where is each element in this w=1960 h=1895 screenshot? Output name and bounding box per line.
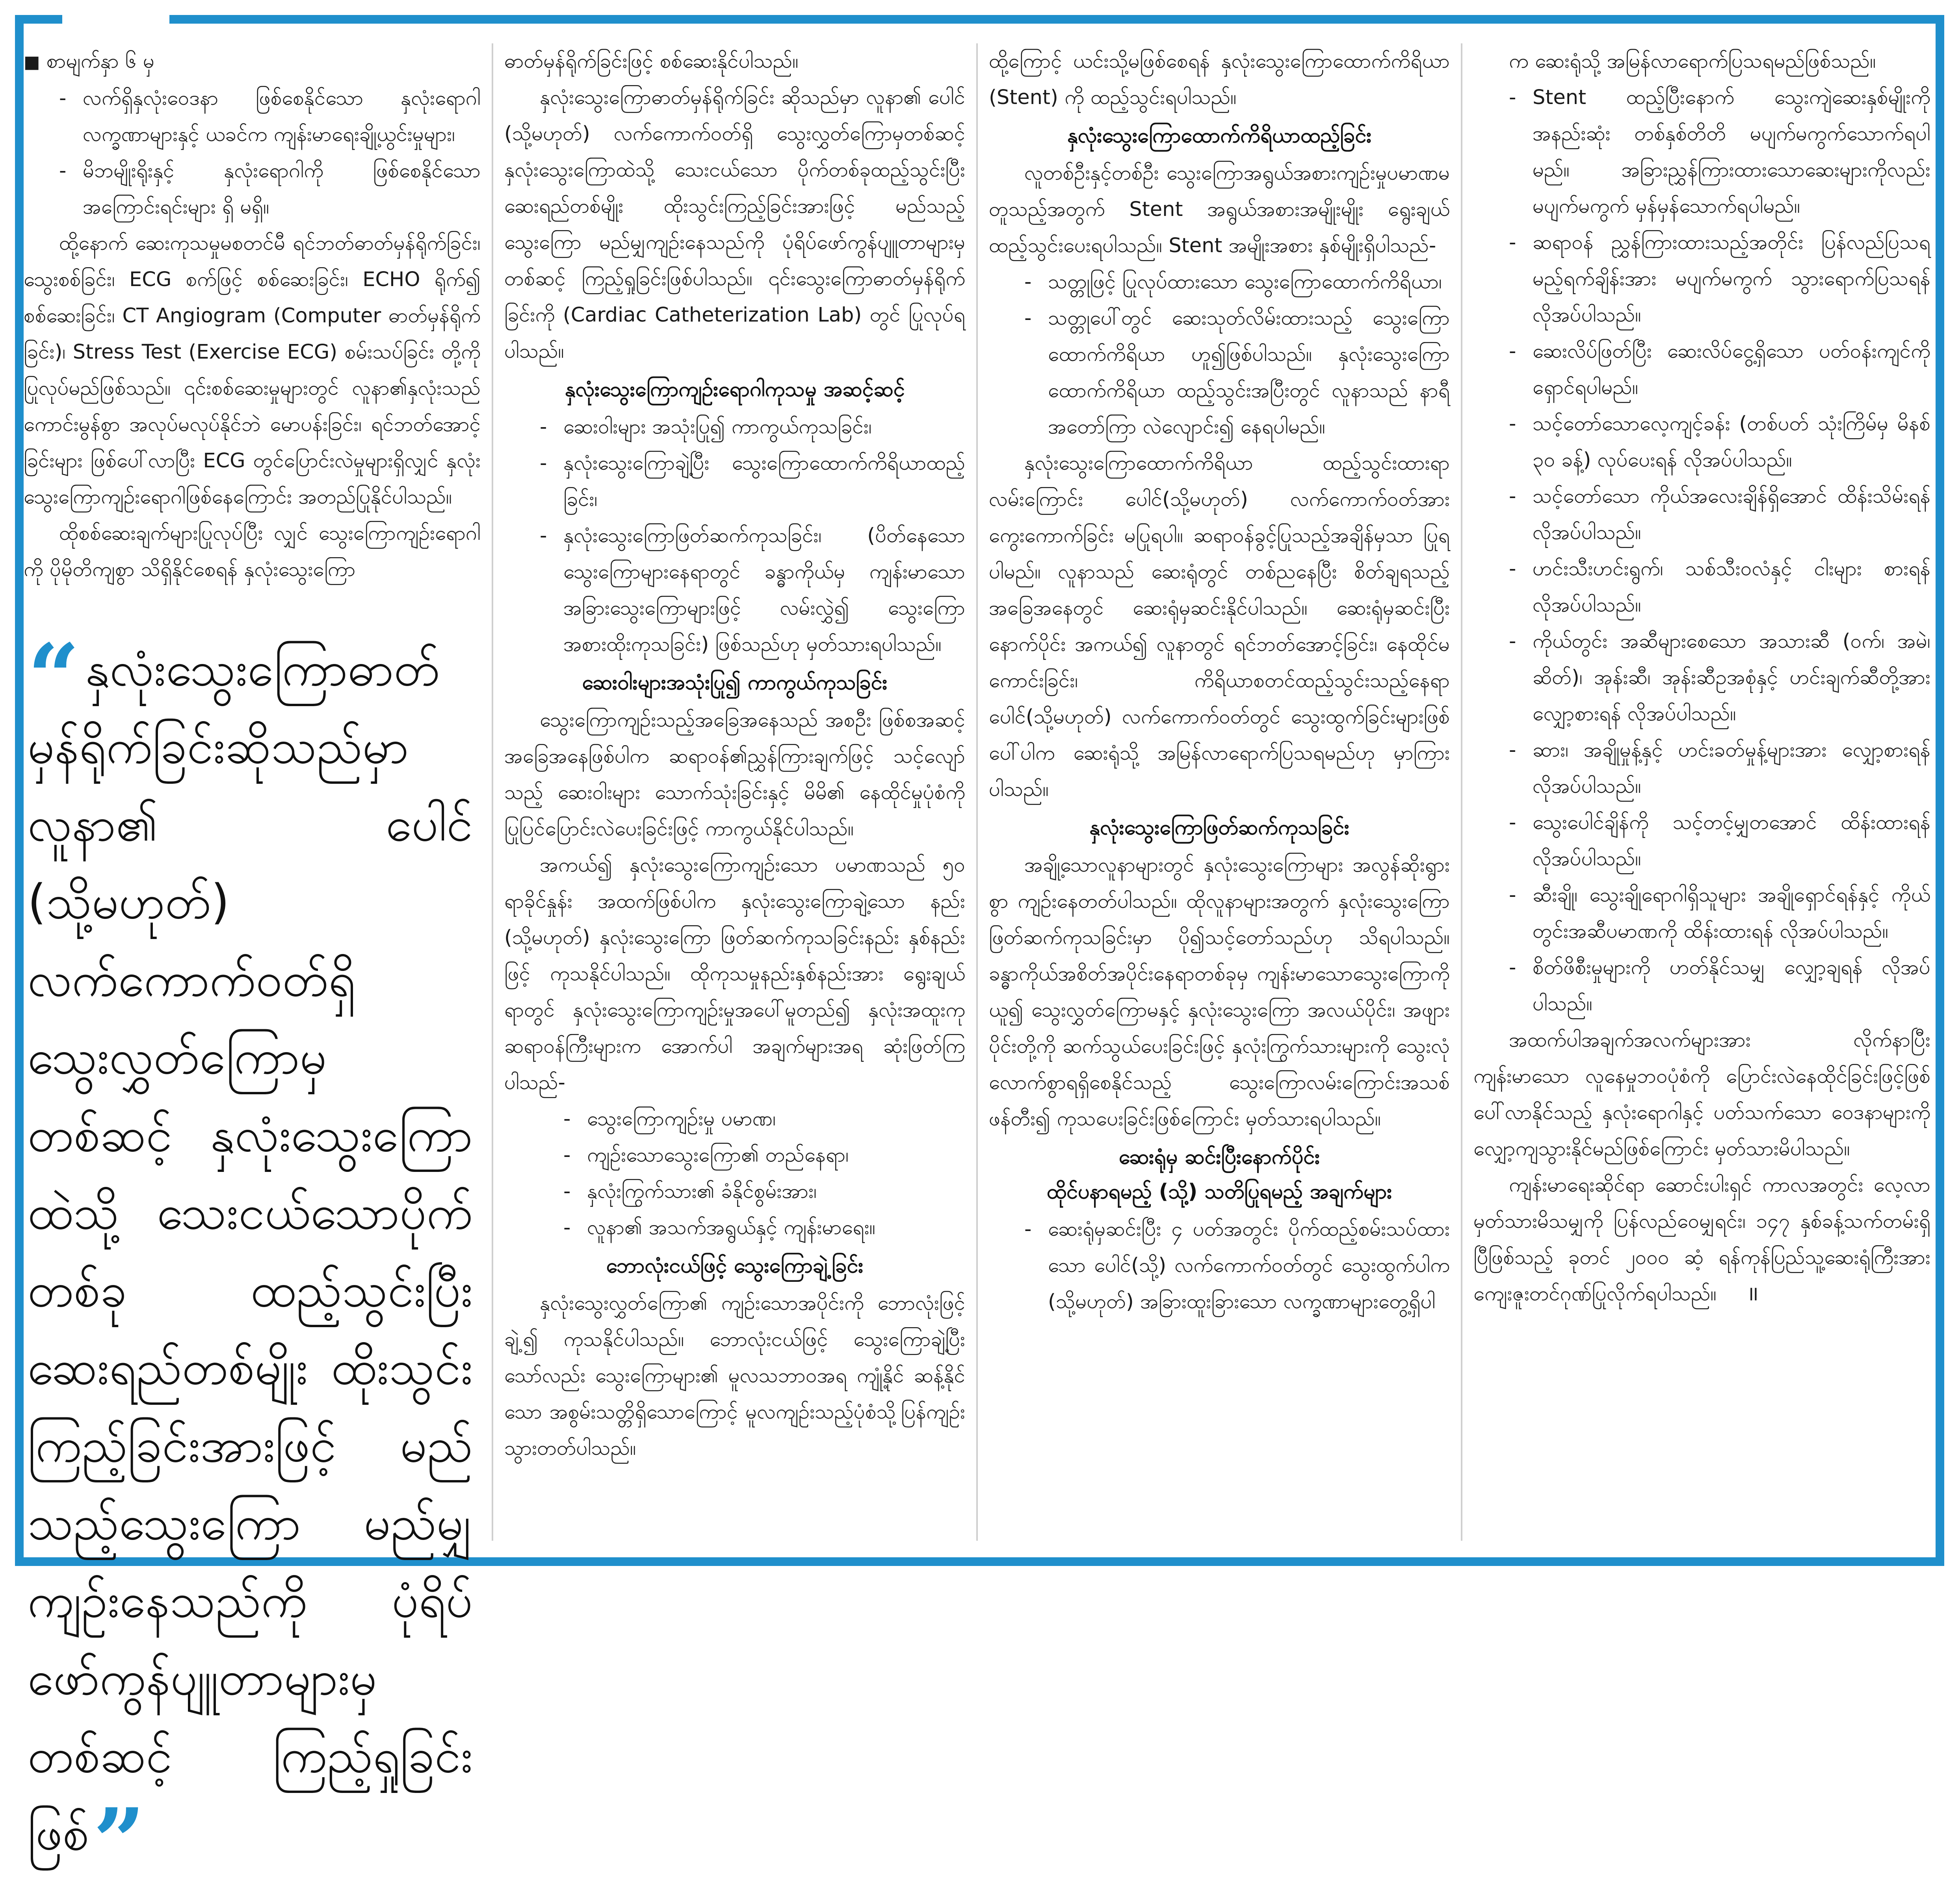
list-item: - သွေးပေါင်ချိန်ကို သင့်တင့်မျှတအောင် ထိန်းထားရန် လိုအပ်ပါသည်။: [1473, 805, 1930, 877]
body-paragraph: နှလုံးသွေးကြောထောက်ကိရိယာ ထည့်သွင်းထားရာလမ်းကြောင်း ပေါင်(သို့မဟုတ်) လက်ကောက်ဝတ်အား ကွေးကောက်ခြင်း မပြုရပါ။ ဆရာဝန်ခွင့်ပြုသည့်အချိန်မှသာ ပြုရပါမည်။ လူနာသည် ဆေးရုံတွင် တစ်ညနေပြီး စိတ်ချရသည့်အခြေအနေတွင် ဆေးရုံမှဆင်းနိုင်ပါသည်။ ဆေးရုံမှဆင်းပြီးနောက်ပိုင်း အကယ်၍ လူနာတွင် ရင်ဘတ်အောင့်ခြင်း၊ နေထိုင်မကောင်းခြင်း၊ ကိရိယာစတင်ထည့်သွင်းသည့်နေရာ ပေါင်(သို့မဟုတ်) လက်ကောက်ဝတ်တွင် သွေးထွက်ခြင်းများဖြစ်ပေါ်ပါက ဆေးရုံသို့ အမြန်လာရောက်ပြသရမည်ဟု မှာကြားပါသည်။: [989, 452, 1450, 801]
discharge-list: [989, 1211, 1450, 1320]
list-item: - သတ္တုပေါ်တွင် ဆေးသုတ်လိမ်းထားသည့် သွေးကြောထောက်ကိရိယာ ဟူ၍ဖြစ်ပါသည်။ နှလုံးသွေးကြောထောက်ကိရိယာ ထည့်သွင်းအပြီးတွင် လူနာသည် နာရီအတော်ကြာ လဲလျောင်း၍ နေရပါမည်။: [989, 300, 1450, 445]
section-subheading: ထိုင်ပနာရမည့် (သို့) သတိပြုရမည့် အချက်များ: [1046, 1180, 1392, 1203]
section-heading: ဆေးဝါးများအသုံးပြု၍ ကာကွယ်ကုသခြင်း: [582, 671, 888, 694]
stent-types-list: [989, 264, 1450, 445]
body-paragraph: ထို့နောက် ဆေးကုသမှုမစတင်မီ ရင်ဘတ်ဓာတ်မှန်ရိုက်ခြင်း၊ သွေးစစ်ခြင်း၊ ECG စက်ဖြင့် စစ်ဆေးခြင်း၊ ECHO ရိုက်၍ စစ်ဆေးခြင်း၊ CT Angiogram (Computer ဓာတ်မှန်ရိုက်ခြင်း)၊ Stress Test (Exercise ECG) စမ်းသပ်ခြင်း တို့ကို ပြုလုပ်မည်ဖြစ်သည်။ ၎င်းစစ်ဆေးမှုများတွင် လူနာ၏နှလုံးသည် ကောင်းမွန်စွာ အလုပ်မလုပ်နိုင်ဘဲ မောပန်းခြင်း၊ ရင်ဘတ်အောင့်ခြင်းများ ဖြစ်ပေါ်လာပြီး ECG တွင်ပြောင်းလဲမှုများရှိလျှင် နှလုံးသွေးကြောကျဉ်းရောဂါဖြစ်နေကြောင်း အတည်ပြုနိုင်ပါသည်။: [24, 232, 481, 509]
history-list: [24, 80, 481, 225]
list-item: - နှလုံးသွေးကြောဖြတ်ဆက်ကုသခြင်း၊ (ပိတ်နေသော သွေးကြောများနေရာတွင် ခန္ဓာကိုယ်မှ ကျန်းမာသော အခြားသွေးကြောများဖြင့် လမ်းလွှဲ၍ သွေးကြောအစားထိုးကုသခြင်း) ဖြစ်သည်ဟု မှတ်သားရပါသည်။: [504, 518, 965, 663]
body-paragraph: နှလုံးသွေးလွှတ်ကြော၏ ကျဉ်းသောအပိုင်းကို ဘောလုံးဖြင့်ချဲ့၍ ကုသနိုင်ပါသည်။ ဘောလုံးငယ်ဖြင့် သွေးကြောချဲ့ပြီးသော်လည်း သွေးကြောများ၏ မူလသဘာဝအရ ကျုံ့နိုင် ဆန့်နိုင်သော အစွမ်းသတ္တိရှိသောကြောင့် မူလကျဉ်းသည့်ပုံစံသို့ပြန်ကျဉ်းသွားတတ်ပါသည်။: [504, 1292, 965, 1460]
section-heading: နှလုံးသွေးကြောဖြတ်ဆက်ကုသခြင်း: [1089, 816, 1350, 839]
continued-label: စာမျက်နှာ ၆ မှ: [46, 50, 155, 73]
list-item: - သင့်တော်သော ကိုယ်အလေးချိန်ရှိအောင် ထိန်းသိမ်းရန် လိုအပ်ပါသည်။: [1473, 478, 1930, 551]
treatment-steps-list: [504, 409, 965, 663]
column-divider: [976, 43, 978, 1541]
open-quote-icon: “: [28, 624, 80, 731]
list-item: - ဆေးရုံမှဆင်းပြီး ၄ ပတ်အတွင်း ပိုက်ထည့်စမ်းသပ်ထားသော ပေါင်(သို့) လက်ကောက်ဝတ်တွင် သွေးထွက်ပါက (သို့မဟုတ်) အခြားထူးခြားသော လက္ခဏာများတွေ့ရှိပါ: [989, 1211, 1450, 1320]
pull-quote: [28, 624, 473, 1895]
aftercare-list: [1473, 80, 1930, 1022]
list-item: - ဆေးဝါးများ အသုံးပြု၍ ကာကွယ်ကုသခြင်း၊: [504, 409, 965, 445]
body-paragraph: သွေးကြောကျဉ်းသည့်အခြေအနေသည် အစဦး ဖြစ်စအဆင့် အခြေအနေဖြစ်ပါက ဆရာဝန်၏ညွှန်ကြားချက်ဖြင့် သင့်လျော်သည့် ဆေးဝါးများ သောက်သုံးခြင်းနှင့် မိမိ၏ နေထိုင်မှုပုံစံကို ပြုပြင်ပြောင်းလဲပေးခြင်းဖြင့် ကာကွယ်နိုင်ပါသည်။: [504, 709, 965, 841]
list-item: - သွေးကြောကျဉ်းမှု ပမာဏ၊: [504, 1101, 965, 1137]
body-paragraph: ဓာတ်မှန်ရိုက်ခြင်းဖြင့် စစ်ဆေးနိုင်ပါသည်။: [504, 50, 799, 73]
list-item: - လက်ရှိနှလုံးဝေဒနာ ဖြစ်စေနိုင်သော နှလုံးရောဂါလက္ခဏာများနှင့် ယခင်က ကျန်းမာရေးချို့ယွင်းမှုများ၊: [24, 80, 481, 153]
list-item: - Stent ထည့်ပြီးနောက် သွေးကျဲဆေးနှစ်မျိုးကို အနည်းဆုံး တစ်နှစ်တိတိ မပျက်မကွက်သောက်ရပါမည်။ အခြားညွှန်ကြားထားသောဆေးများကိုလည်း မပျက်မကွက် မှန်မှန်သောက်ရပါမည်။: [1473, 80, 1930, 225]
list-item: - မိဘမျိုးရိုးနှင့် နှလုံးရောဂါကို ဖြစ်စေနိုင်သော အကြောင်းရင်းများ ရှိ မရှိ။: [24, 153, 481, 225]
body-paragraph: အထက်ပါအချက်အလက်များအား လိုက်နာပြီး ကျန်းမာသော လူနေမှုဘဝပုံစံကို ပြောင်းလဲနေထိုင်ခြင်းဖြင့်ဖြစ်ပေါ်လာနိုင်သည့် နှလုံးရောဂါနှင့် ပတ်သက်သော ဝေဒနာများကို လျှော့ကျသွားနိုင်မည်ဖြစ်ကြောင်း မှတ်သားမိပါသည်။: [1473, 1028, 1930, 1160]
body-paragraph: ထို့ကြောင့် ယင်းသို့မဖြစ်စေရန် နှလုံးသွေးကြောထောက်ကိရိယာ (Stent) ကို ထည့်သွင်းရပါသည်။: [989, 50, 1450, 109]
section-heading: ဆေးရုံမှ ဆင်းပြီးနောက်ပိုင်း: [1118, 1145, 1320, 1169]
list-item: - ကျဉ်းသောသွေးကြော၏ တည်နေရာ၊: [504, 1137, 965, 1173]
body-paragraph: ထိုစစ်ဆေးချက်များပြုလုပ်ပြီး လျှင် သွေးကြောကျဉ်းရောဂါကို ပိုမိုတိကျစွာ သိရှိနိုင်စေရန် နှလုံးသွေးကြော: [24, 522, 481, 581]
body-paragraph: [1473, 1167, 1930, 1312]
continued-marker-icon: ■: [24, 52, 40, 72]
list-item: - နှလုံးကြွက်သား၏ ခံနိုင်စွမ်းအား၊: [504, 1173, 965, 1210]
body-paragraph: အကယ်၍ နှလုံးသွေးကြောကျဉ်းသော ပမာဏသည် ၅၀ ရာခိုင်နှုန်း အထက်ဖြစ်ပါက နှလုံးသွေးကြောချဲ့သော နည်း (သို့မဟုတ်) နှလုံးသွေးကြော ဖြတ်ဆက်ကုသခြင်းနည်း နှစ်နည်းဖြင့် ကုသနိုင်ပါသည်။ ထိုကုသမှုနည်းနှစ်နည်းအား ရွေးချယ်ရာတွင် နှလုံးသွေးကြောကျဉ်းမှုအပေါ်မူတည်၍ နှလုံးအထူးကုဆရာဝန်ကြီးများက အောက်ပါ အချက်များအရ ဆုံးဖြတ်ကြပါသည်-: [504, 854, 965, 1094]
column-divider: [1461, 43, 1462, 1541]
section-heading: နှလုံးသွေးကြောထောက်ကိရိယာထည့်ခြင်း: [1067, 124, 1372, 147]
section-heading: ဘောလုံးငယ်ဖြင့် သွေးကြောချဲ့ခြင်း: [606, 1254, 864, 1278]
list-item: - နှလုံးသွေးကြောချဲ့ပြီး သွေးကြောထောက်ကိရိယာထည့်ခြင်း၊: [504, 445, 965, 518]
article-column-3: [989, 43, 1450, 1320]
decision-factors-list: [504, 1101, 965, 1246]
body-paragraph: နှလုံးသွေးကြောဓာတ်မှန်ရိုက်ခြင်း ဆိုသည်မှာ လူနာ၏ ပေါင် (သို့မဟုတ်) လက်ကောက်ဝတ်ရှိ သွေးလွှတ်ကြောမှတစ်ဆင့် နှလုံးသွေးကြောထဲသို့ သေးငယ်သော ပိုက်တစ်ခုထည့်သွင်းပြီး ဆေးရည်တစ်မျိုး ထိုးသွင်းကြည့်ခြင်းအားဖြင့် မည်သည့်သွေးကြော မည်မျှကျဉ်းနေသည်ကို ပုံရိပ်ဖော်ကွန်ပျူတာများမှတစ်ဆင့် ကြည့်ရှုခြင်းဖြစ်ပါသည်။ ၎င်းသွေးကြောဓာတ်မှန်ရိုက်ခြင်းကို (Cardiac Catheterization Lab) တွင် ပြုလုပ်ရပါသည်။: [504, 86, 965, 363]
list-item: - စိတ်ဖိစီးမှုများကို ဟတ်နိုင်သမျှ လျှော့ချရန် လိုအပ်ပါသည်။: [1473, 950, 1930, 1022]
close-quote-icon: ”: [93, 1789, 145, 1895]
list-item: - ကိုယ်တွင်း အဆီများစေသော အသားဆီ (ဝက်၊ အမဲ၊ ဆိတ်)၊ အုန်းဆီ၊ အုန်းဆီဥအစုံနှင့် ဟင်းချက်ဆီတို့အား လျှော့စားရန် လိုအပ်ပါသည်။: [1473, 623, 1930, 732]
continued-from: [24, 43, 481, 80]
section-heading: နှလုံးသွေးကြောကျဉ်းရောဂါကုသမှု အဆင့်ဆင့်: [565, 378, 905, 401]
article-column-1: [24, 43, 481, 588]
pull-quote-text: နှလုံးသွေးကြောဓာတ်မှန်ရိုက်ခြင်းဆိုသည်မှာ လူနာ၏ ပေါင် (သို့မဟုတ်) လက်ကောက်ဝတ်ရှိ သွေးလွှတ်ကြောမှ တစ်ဆင့် နှလုံးသွေးကြောထဲသို့ သေးငယ်သောပိုက်တစ်ခု ထည့်သွင်းပြီး ဆေးရည်တစ်မျိုး ထိုးသွင်းကြည့်ခြင်းအားဖြင့် မည်သည့်သွေးကြော မည်မျှကျဉ်းနေသည်ကို ပုံရိပ်ဖော်ကွန်ပျူတာများမှတစ်ဆင့် ကြည့်ရှုခြင်းဖြစ်: [28, 642, 473, 1861]
list-item: - ဆေးလိပ်ဖြတ်ပြီး ဆေးလိပ်ငွေ့ရှိသော ပတ်ဝန်းကျင်ကို ရှောင်ရပါမည်။: [1473, 333, 1930, 406]
article-column-2: [504, 43, 965, 1467]
list-item: - ဆီးချို၊ သွေးချိုရောဂါရှိသူများ အချိုရှောင်ရန်နှင့် ကိုယ်တွင်းအဆီပမာဏကို ထိန်းထားရန် လိုအပ်ပါသည်။: [1473, 877, 1930, 950]
article-column-4: [1473, 43, 1930, 1312]
list-item: - ဆရာဝန် ညွှန်ကြားထားသည့်အတိုင်း ပြန်လည်ပြသရမည့်ရက်ချိန်းအား မပျက်မကွက် သွားရောက်ပြသရန် လိုအပ်ပါသည်။: [1473, 225, 1930, 333]
list-item: - လူနာ၏ အသက်အရွယ်နှင့် ကျန်းမာရေး။: [504, 1210, 965, 1246]
list-item: - ဟင်းသီးဟင်းရွက်၊ သစ်သီးဝလံနှင့် ငါးများ စားရန် လိုအပ်ပါသည်။: [1473, 551, 1930, 623]
list-item: - သတ္တုဖြင့် ပြုလုပ်ထားသော သွေးကြောထောက်ကိရိယာ၊: [989, 264, 1450, 300]
body-paragraph: လူတစ်ဦးနှင့်တစ်ဦး သွေးကြောအရွယ်အစားကျဉ်းမှုပမာဏမတူသည့်အတွက် Stent အရွယ်အစားအမျိုးမျိုး ရွေးချယ်ထည့်သွင်းပေးရပါသည်။ Stent အမျိုးအစား နှစ်မျိုးရှိပါသည်-: [989, 162, 1450, 257]
body-paragraph: က ဆေးရုံသို့ အမြန်လာရောက်ပြသရမည်ဖြစ်သည်။: [1509, 50, 1876, 73]
body-paragraph: အချို့သောလူနာများတွင် နှလုံးသွေးကြောများ အလွန်ဆိုးရွားစွာ ကျဉ်းနေတတ်ပါသည်။ ထိုလူနာများအတွက် နှလုံးသွေးကြောဖြတ်ဆက်ကုသခြင်းမှာ ပို၍သင့်တော်သည်ဟု သိရပါသည်။ ခန္ဓာကိုယ်အစိတ်အပိုင်းနေရာတစ်ခုမှ ကျန်းမာသောသွေးကြောကိုယူ၍ သွေးလွှတ်ကြောမနှင့် နှလုံးသွေးကြော အလယ်ပိုင်း၊ အဖျားပိုင်းတို့ကို ဆက်သွယ်ပေးခြင်းဖြင့် နှလုံးကြွက်သားများကို သွေးလုံလောက်စွာရရှိစေနိုင်သည့် သွေးကြောလမ်းကြောင်းအသစ်ဖန်တီး၍ ကုသပေးခြင်းဖြစ်ကြောင်း မှတ်သားရပါသည်။: [989, 854, 1450, 1131]
list-item: - သင့်တော်သောလေ့ကျင့်ခန်း (တစ်ပတ် သုံးကြိမ်မှ မိနစ် ၃၀ ခန့်) လုပ်ပေးရန် လိုအပ်ပါသည်။: [1473, 406, 1930, 478]
closing-paragraph-text: ကျန်းမာရေးဆိုင်ရာ ဆောင်းပါးရှင် ကာလအတွင်း လေ့လာမှတ်သားမိသမျှကို ပြန်လည်ဝေမျှရင်း၊ ၁၄၇ နှစ်ခန့်သက်တမ်းရှိပြီဖြစ်သည့် ခုတင် ၂၀၀၀ ဆံ့ ရန်ကုန်ပြည်သူ့ဆေးရုံကြီးအား ကျေးဇူးတင်ဂုဏ်ပြုလိုက်ရပါသည်။: [1473, 1173, 1930, 1305]
column-divider: [492, 43, 493, 1541]
end-mark: ॥: [1746, 1282, 1759, 1305]
list-item: - ဆား၊ အချိုမှုန့်နှင့် ဟင်းခတ်မှုန့်များအား လျှော့စားရန် လိုအပ်ပါသည်။: [1473, 732, 1930, 805]
